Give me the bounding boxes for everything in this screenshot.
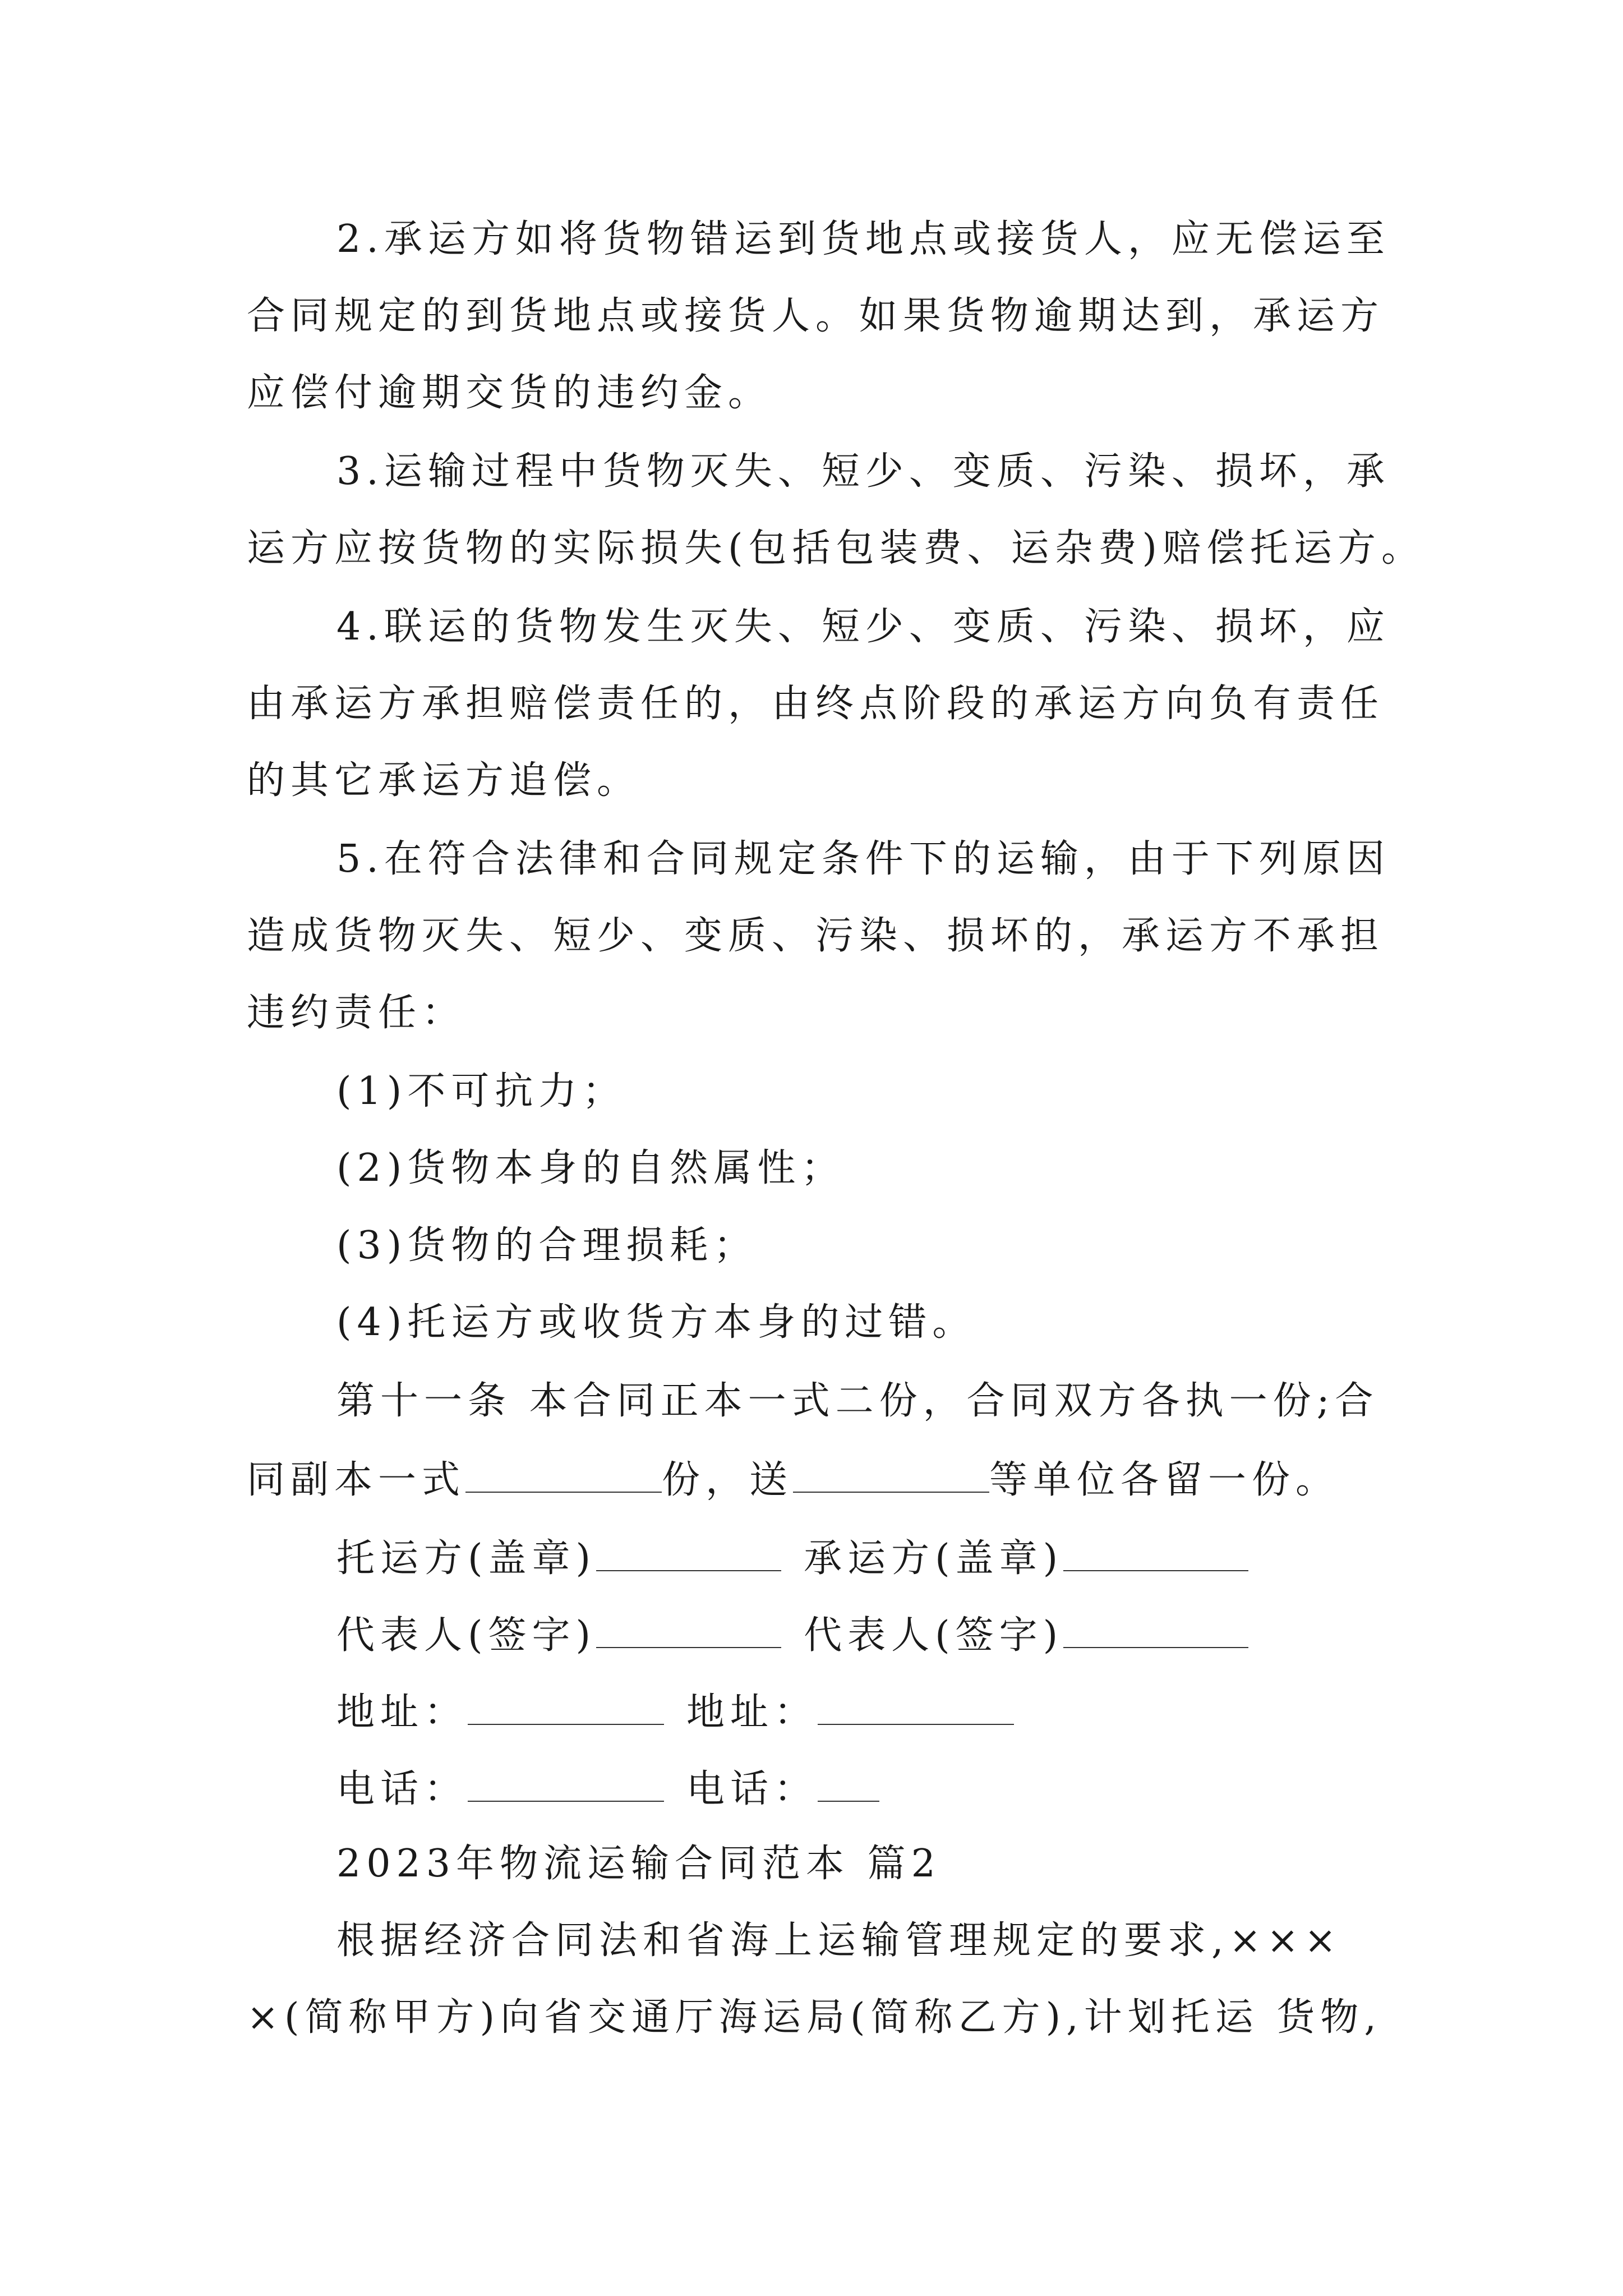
- section-2-intro-line-1: 根据经济合同法和省海上运输管理规定的要求,×××: [336, 1918, 1342, 1963]
- paragraph-4-line-2: 由承运方承担赔偿责任的，由终点阶段的承运方向负有责任: [247, 682, 1385, 726]
- signature-row-seal: [336, 1536, 1475, 1581]
- article-11-text-c: 等单位各留一份。: [989, 1458, 1340, 1502]
- shipper-rep-blank: [596, 1614, 781, 1648]
- paragraph-3-line-1: 3.运输过程中货物灭失、短少、变质、污染、损坏，承: [336, 449, 1390, 494]
- signature-row-phone: [336, 1768, 1475, 1809]
- list-item-4: (4)托运方或收货方本身的过错。: [336, 1300, 976, 1345]
- paragraph-2-line-1: 2.承运方如将货物错运到货地点或接货人，应无偿运至: [336, 217, 1390, 261]
- list-item-2: (2)货物本身的自然属性；: [336, 1146, 845, 1190]
- shipper-address-blank: [468, 1691, 664, 1725]
- article-11-line-1: 第十一条 本合同正本一式二份，合同双方各执一份;合: [336, 1379, 1379, 1423]
- carrier-rep-label: 代表人(签字): [804, 1613, 1064, 1658]
- paragraph-4-line-3: 的其它承运方追偿。: [247, 758, 641, 803]
- article-11-text-a: 同副本一式: [247, 1458, 466, 1502]
- shipper-phone-blank: [468, 1768, 664, 1802]
- carrier-rep-blank: [1063, 1614, 1248, 1648]
- shipper-address-label: 地址：: [336, 1690, 468, 1734]
- carrier-phone-blank: [818, 1768, 879, 1802]
- shipper-seal-blank: [596, 1538, 781, 1571]
- paragraph-5-line-3: 违约责任：: [247, 991, 466, 1035]
- carrier-address-blank: [818, 1691, 1014, 1725]
- paragraph-2-line-2: 合同规定的到货地点或接货人。如果货物逾期达到，承运方: [247, 294, 1385, 338]
- paragraph-5-line-1: 5.在符合法律和合同规定条件下的运输，由于下列原因: [336, 837, 1390, 881]
- signature-row-address: [336, 1691, 1475, 1732]
- paragraph-3-line-2: 运方应按货物的实际损失(包括包装费、运杂费)赔偿托运方。: [247, 526, 1426, 570]
- list-item-3: (3)货物的合理损耗；: [336, 1223, 758, 1268]
- carrier-seal-blank: [1063, 1538, 1248, 1571]
- carrier-address-label: 地址：: [686, 1690, 818, 1734]
- signature-row-representative: [336, 1613, 1475, 1658]
- carrier-phone-label: 电话：: [686, 1767, 818, 1811]
- article-11-text-b: 份，送: [662, 1458, 794, 1502]
- copies-blank: [465, 1459, 662, 1493]
- paragraph-4-line-1: 4.联运的货物发生灭失、短少、变质、污染、损坏，应: [336, 605, 1390, 649]
- paragraph-5-line-2: 造成货物灭失、短少、变质、污染、损坏的，承运方不承担: [247, 914, 1385, 958]
- carrier-seal-label: 承运方(盖章): [804, 1536, 1064, 1581]
- paragraph-2-line-3: 应偿付逾期交货的违约金。: [247, 371, 772, 415]
- recipients-blank: [793, 1459, 989, 1493]
- shipper-phone-label: 电话：: [336, 1767, 468, 1811]
- list-item-1: (1)不可抗力；: [336, 1069, 626, 1114]
- shipper-seal-label: 托运方(盖章): [336, 1536, 597, 1581]
- shipper-rep-label: 代表人(签字): [336, 1613, 597, 1658]
- article-11-line-2: [247, 1458, 1385, 1502]
- section-2-heading: 2023年物流运输合同范本 篇2: [336, 1842, 941, 1886]
- section-2-intro-line-2: ×(简称甲方)向省交通厅海运局(简称乙方),计划托运 货物,: [247, 1995, 1382, 2040]
